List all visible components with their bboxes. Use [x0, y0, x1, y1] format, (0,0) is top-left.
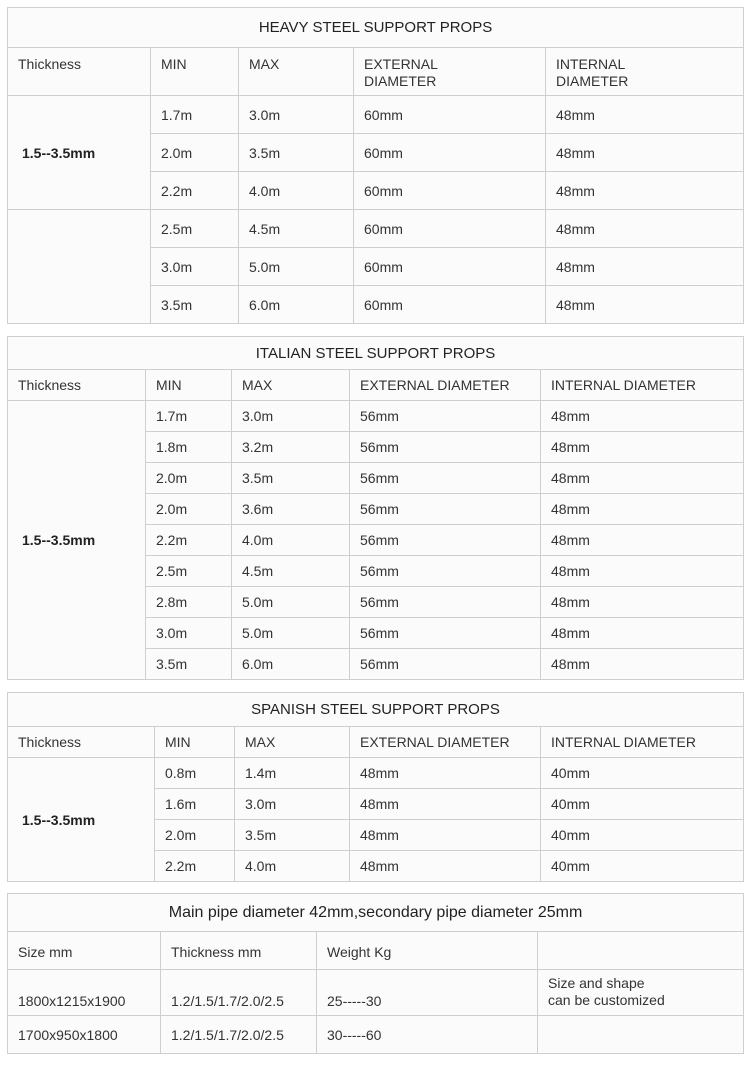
- header-internal-diameter: INTERNAL DIAMETER: [541, 727, 744, 758]
- weight-cell: 30-----60: [317, 1016, 538, 1054]
- header-external-diameter: EXTERNAL DIAMETER: [354, 48, 546, 96]
- customization-note: Size and shape can be customized: [538, 970, 744, 1016]
- external-diameter-cell: 56mm: [350, 618, 541, 649]
- internal-diameter-cell: 48mm: [541, 401, 744, 432]
- external-diameter-cell: 60mm: [354, 134, 546, 172]
- external-diameter-cell: 56mm: [350, 525, 541, 556]
- max-cell: 4.0m: [235, 851, 350, 882]
- external-diameter-cell: 60mm: [354, 210, 546, 248]
- table-title: HEAVY STEEL SUPPORT PROPS: [8, 8, 744, 48]
- max-cell: 3.5m: [235, 820, 350, 851]
- table-row: [8, 401, 744, 432]
- max-cell: 3.0m: [235, 789, 350, 820]
- internal-diameter-cell: 48mm: [541, 525, 744, 556]
- internal-diameter-cell: 40mm: [541, 851, 744, 882]
- external-diameter-cell: 56mm: [350, 494, 541, 525]
- header-empty: [538, 932, 744, 970]
- header-size: Size mm: [8, 932, 161, 970]
- size-cell: 1700x950x1800: [8, 1016, 161, 1054]
- min-cell: 0.8m: [155, 758, 235, 789]
- internal-diameter-cell: 48mm: [546, 210, 744, 248]
- table-row: [8, 970, 744, 1016]
- table-row: [8, 758, 744, 789]
- min-cell: 1.7m: [146, 401, 232, 432]
- header-max: MAX: [239, 48, 354, 96]
- internal-diameter-cell: 48mm: [541, 494, 744, 525]
- max-cell: 4.0m: [239, 172, 354, 210]
- min-cell: 1.7m: [151, 96, 239, 134]
- internal-diameter-cell: 48mm: [546, 172, 744, 210]
- max-cell: 3.6m: [232, 494, 350, 525]
- min-cell: 3.0m: [146, 618, 232, 649]
- italian-props-table: [7, 336, 744, 680]
- table-row: [8, 1016, 744, 1054]
- min-cell: 3.5m: [151, 286, 239, 324]
- external-diameter-cell: 60mm: [354, 248, 546, 286]
- external-diameter-cell: 56mm: [350, 432, 541, 463]
- max-cell: 5.0m: [239, 248, 354, 286]
- min-cell: 2.5m: [146, 556, 232, 587]
- header-thickness: Thickness: [8, 48, 151, 96]
- max-cell: 3.0m: [232, 401, 350, 432]
- heavy-props-table: [7, 7, 744, 324]
- min-cell: 2.0m: [155, 820, 235, 851]
- max-cell: 1.4m: [235, 758, 350, 789]
- min-cell: 1.6m: [155, 789, 235, 820]
- external-diameter-cell: 56mm: [350, 463, 541, 494]
- header-external-diameter: EXTERNAL DIAMETER: [350, 727, 541, 758]
- internal-diameter-cell: 48mm: [541, 463, 744, 494]
- thickness-value: 1.5--3.5mm: [8, 96, 151, 210]
- internal-diameter-cell: 48mm: [541, 649, 744, 680]
- internal-diameter-cell: 40mm: [541, 789, 744, 820]
- table-row: [8, 210, 744, 248]
- internal-diameter-cell: 48mm: [546, 96, 744, 134]
- thickness-value: 1.5--3.5mm: [8, 401, 146, 680]
- min-cell: 3.5m: [146, 649, 232, 680]
- external-diameter-cell: 56mm: [350, 556, 541, 587]
- internal-diameter-cell: 40mm: [541, 758, 744, 789]
- max-cell: 6.0m: [239, 286, 354, 324]
- max-cell: 5.0m: [232, 587, 350, 618]
- external-diameter-cell: 48mm: [350, 789, 541, 820]
- thickness-spacer: [8, 210, 151, 324]
- min-cell: 2.2m: [155, 851, 235, 882]
- min-cell: 2.2m: [151, 172, 239, 210]
- max-cell: 3.0m: [239, 96, 354, 134]
- min-cell: 2.2m: [146, 525, 232, 556]
- header-thickness: Thickness: [8, 727, 155, 758]
- external-diameter-cell: 56mm: [350, 401, 541, 432]
- thickness-cell: 1.2/1.5/1.7/2.0/2.5: [161, 970, 317, 1016]
- weight-cell: 25-----30: [317, 970, 538, 1016]
- min-cell: 3.0m: [151, 248, 239, 286]
- header-external-diameter: EXTERNAL DIAMETER: [350, 370, 541, 401]
- header-min: MIN: [146, 370, 232, 401]
- max-cell: 6.0m: [232, 649, 350, 680]
- header-internal-diameter: INTERNAL DIAMETER: [546, 48, 744, 96]
- table-title: Main pipe diameter 42mm,secondary pipe diameter 25mm: [8, 894, 744, 932]
- empty-cell: [538, 1016, 744, 1054]
- header-min: MIN: [151, 48, 239, 96]
- max-cell: 4.5m: [239, 210, 354, 248]
- thickness-cell: 1.2/1.5/1.7/2.0/2.5: [161, 1016, 317, 1054]
- table-title: ITALIAN STEEL SUPPORT PROPS: [8, 337, 744, 370]
- external-diameter-cell: 56mm: [350, 587, 541, 618]
- min-cell: 2.5m: [151, 210, 239, 248]
- internal-diameter-cell: 48mm: [541, 618, 744, 649]
- internal-diameter-cell: 48mm: [541, 587, 744, 618]
- internal-diameter-cell: 48mm: [546, 286, 744, 324]
- header-weight: Weight Kg: [317, 932, 538, 970]
- max-cell: 5.0m: [232, 618, 350, 649]
- max-cell: 3.2m: [232, 432, 350, 463]
- header-thickness: Thickness: [8, 370, 146, 401]
- max-cell: 4.0m: [232, 525, 350, 556]
- internal-diameter-cell: 48mm: [541, 556, 744, 587]
- min-cell: 2.0m: [146, 463, 232, 494]
- thickness-value: 1.5--3.5mm: [8, 758, 155, 882]
- spanish-props-table: [7, 692, 744, 882]
- max-cell: 4.5m: [232, 556, 350, 587]
- min-cell: 2.0m: [146, 494, 232, 525]
- external-diameter-cell: 56mm: [350, 649, 541, 680]
- external-diameter-cell: 60mm: [354, 286, 546, 324]
- internal-diameter-cell: 40mm: [541, 820, 744, 851]
- external-diameter-cell: 48mm: [350, 820, 541, 851]
- external-diameter-cell: 60mm: [354, 172, 546, 210]
- min-cell: 2.8m: [146, 587, 232, 618]
- internal-diameter-cell: 48mm: [546, 134, 744, 172]
- pipe-spec-table: [7, 893, 744, 1054]
- header-min: MIN: [155, 727, 235, 758]
- header-max: MAX: [232, 370, 350, 401]
- header-thickness: Thickness mm: [161, 932, 317, 970]
- max-cell: 3.5m: [232, 463, 350, 494]
- header-max: MAX: [235, 727, 350, 758]
- table-row: [8, 96, 744, 134]
- min-cell: 2.0m: [151, 134, 239, 172]
- internal-diameter-cell: 48mm: [541, 432, 744, 463]
- header-internal-diameter: INTERNAL DIAMETER: [541, 370, 744, 401]
- external-diameter-cell: 48mm: [350, 758, 541, 789]
- external-diameter-cell: 60mm: [354, 96, 546, 134]
- table-title: SPANISH STEEL SUPPORT PROPS: [8, 693, 744, 727]
- external-diameter-cell: 48mm: [350, 851, 541, 882]
- internal-diameter-cell: 48mm: [546, 248, 744, 286]
- size-cell: 1800x1215x1900: [8, 970, 161, 1016]
- min-cell: 1.8m: [146, 432, 232, 463]
- max-cell: 3.5m: [239, 134, 354, 172]
